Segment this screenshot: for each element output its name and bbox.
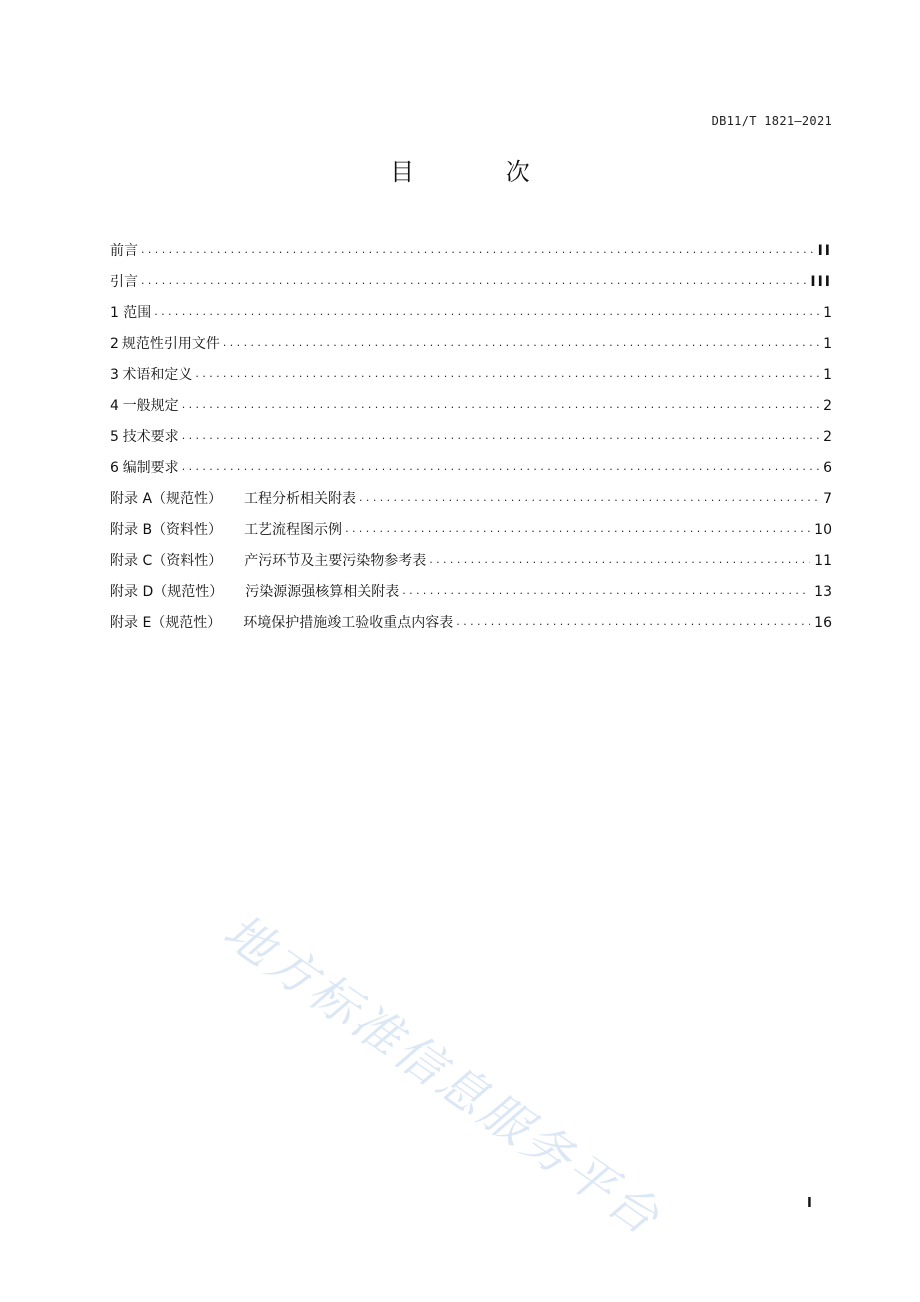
toc-entry-number: 1 [110, 305, 119, 321]
toc-entry-number: 5 [110, 429, 119, 445]
toc-dot-leader [345, 513, 810, 544]
toc-entry-number: 2 [110, 336, 119, 352]
toc-entry-label: 工程分析相关附表 [244, 491, 357, 507]
toc-entry[interactable] [110, 298, 832, 329]
toc-entry-number: 4 [110, 398, 119, 414]
toc-entry-page: 7 [823, 491, 832, 507]
toc-dot-leader [359, 482, 819, 513]
toc-entry[interactable] [110, 391, 832, 422]
toc-entry-page: 11 [814, 553, 832, 569]
toc-entry-annex-prefix: 附录 A（规范性） [110, 491, 223, 507]
toc-entry-page: III [810, 274, 832, 290]
toc-dot-leader [154, 296, 819, 327]
toc-dot-leader [141, 234, 814, 265]
toc-entry[interactable] [110, 577, 832, 608]
toc-entry-annex-prefix: 附录 C（资料性） [110, 553, 223, 569]
toc-dot-leader [182, 451, 819, 482]
toc-dot-leader [402, 575, 810, 606]
toc-entry[interactable] [110, 329, 832, 360]
toc-dot-leader [429, 544, 810, 575]
toc-entry-page: 1 [823, 367, 832, 383]
toc-entry[interactable] [110, 546, 832, 577]
toc-dot-leader [456, 606, 810, 637]
watermark: 地方标准信息服务平台 [213, 903, 672, 1248]
toc-entry-label: 技术要求 [122, 429, 179, 445]
page-title: 目 次 [390, 158, 572, 186]
toc-entry-label: 前言 [110, 243, 138, 259]
toc-entry-number: 6 [110, 460, 119, 476]
toc-entry-page: 10 [814, 522, 832, 538]
toc-entry[interactable] [110, 360, 832, 391]
toc-entry-label: 引言 [110, 274, 138, 290]
toc-entry-page: 1 [823, 336, 832, 352]
toc-entry-annex-prefix: 附录 B（资料性） [110, 522, 223, 538]
toc-entry-label: 规范性引用文件 [121, 336, 220, 352]
toc-entry-page: 2 [823, 429, 832, 445]
toc-dot-leader [182, 389, 819, 420]
toc-entry-page: 13 [814, 584, 832, 600]
toc-entry[interactable] [110, 484, 832, 515]
toc-entry-number: 3 [110, 367, 119, 383]
toc-entry-label: 产污环节及主要污染物参考表 [244, 553, 427, 569]
toc-entry-label: 编制要求 [122, 460, 179, 476]
toc-dot-leader [141, 265, 806, 296]
toc-entry-label: 术语和定义 [122, 367, 193, 383]
toc-entry[interactable] [110, 608, 832, 639]
toc-entry-label: 一般规定 [122, 398, 179, 414]
toc-dot-leader [195, 358, 819, 389]
table-of-contents [110, 236, 832, 639]
toc-dot-leader [223, 327, 819, 358]
toc-entry-label: 污染源源强核算相关附表 [245, 584, 400, 600]
toc-entry[interactable] [110, 422, 832, 453]
toc-entry-page: 1 [823, 305, 832, 321]
toc-entry-annex-prefix: 附录 E（规范性） [110, 615, 222, 631]
toc-dot-leader [182, 420, 819, 451]
toc-entry-label: 范围 [123, 305, 152, 321]
toc-entry-label: 环境保护措施竣工验收重点内容表 [243, 615, 454, 631]
toc-entry[interactable] [110, 236, 832, 267]
toc-entry[interactable] [110, 267, 832, 298]
document-code: DB11/T 1821—2021 [711, 114, 832, 128]
page-number: I [807, 1196, 812, 1211]
toc-entry-annex-prefix: 附录 D（规范性） [110, 584, 224, 600]
toc-entry-page: 16 [814, 615, 832, 631]
toc-entry-label: 工艺流程图示例 [244, 522, 343, 538]
toc-entry-page: 6 [823, 460, 832, 476]
toc-entry-page: II [817, 243, 832, 259]
toc-entry[interactable] [110, 515, 832, 546]
toc-entry-page: 2 [823, 398, 832, 414]
toc-entry[interactable] [110, 453, 832, 484]
